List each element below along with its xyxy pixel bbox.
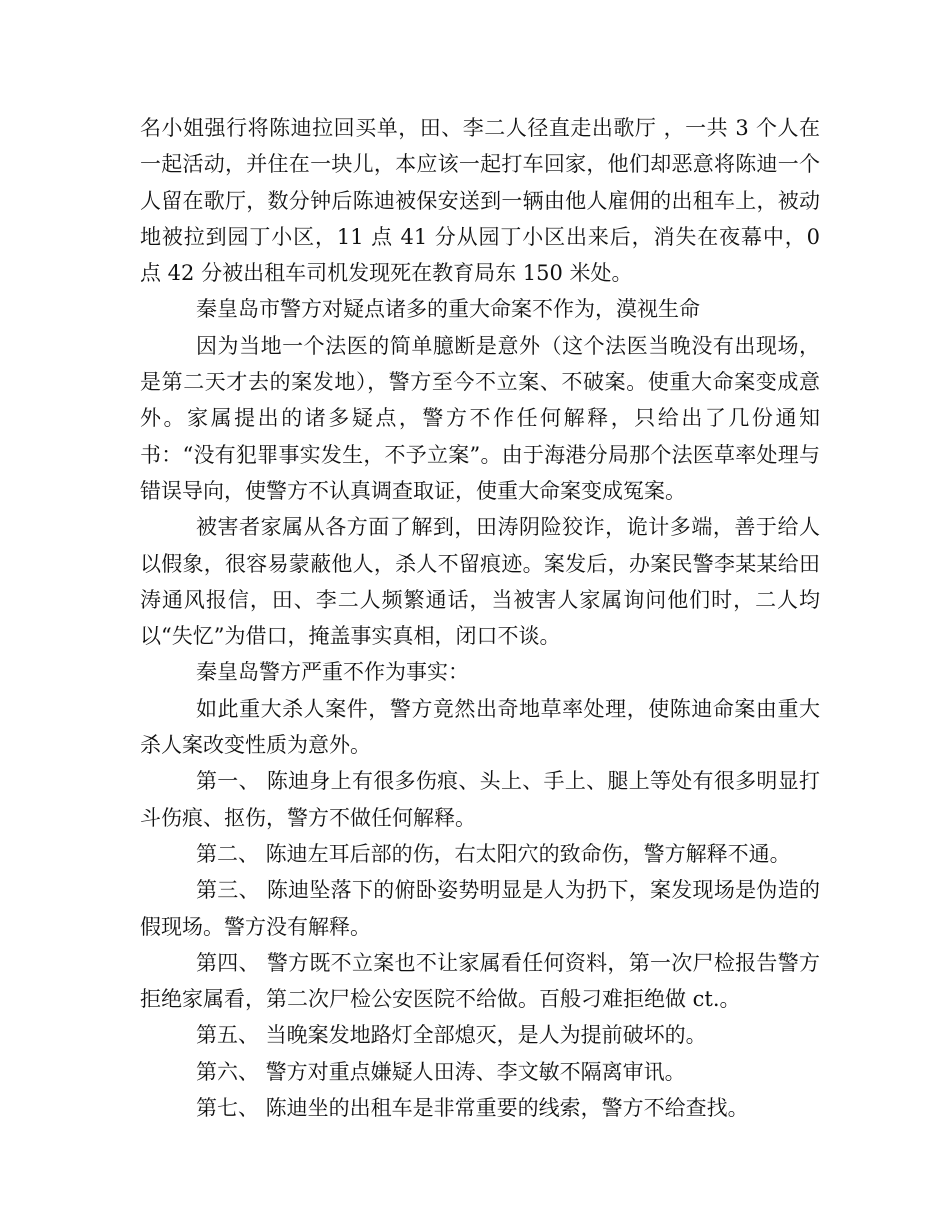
paragraph: 第六、 警方对重点嫌疑人田涛、李文敏不隔离审讯。: [196, 1059, 686, 1084]
paragraph: 秦皇岛市警方对疑点诸多的重大命案不作为，漠视生命: [196, 297, 700, 322]
paragraph: 如此重大杀人案件，警方竟然出奇地草率处理，使陈迪命案由重大杀人案改变性质为意外。: [140, 696, 820, 758]
paragraph: 第四、 警方既不立案也不让家属看任何资料，第一次尸检报告警方拒绝家属看，第二次尸检公安医院不给做。百般刁难拒绝做 ct.。: [140, 950, 820, 1012]
paragraph: 第三、 陈迪坠落下的俯卧姿势明显是人为扔下，案发现场是伪造的假现场。警方没有解释。: [140, 878, 820, 939]
paragraph: 第一、 陈迪身上有很多伤痕、头上、手上、腿上等处有很多明显打斗伤痕、抠伤，警方不做任何解释。: [140, 769, 820, 830]
paragraph: 第五、 当晚案发地路灯全部熄灭，是人为提前破坏的。: [196, 1023, 707, 1048]
paragraph: 第七、 陈迪坐的出租车是非常重要的线索，警方不给查找。: [196, 1096, 749, 1121]
paragraph: 秦皇岛警方严重不作为事实：: [196, 660, 469, 685]
paragraph: 名小姐强行将陈迪拉回买单，田、李二人径直走出歌厅 ，一共 3 个人在一起活动，并住在一块儿，本应该一起打车回家，他们却恶意将陈迪一个人留在歌厅，数分钟后陈迪被保安送到一辆由他人雇佣的出租车上，被动地被拉到园丁小区，11 点 41 分从园丁小区出来后，消失在夜幕中，0 点 42 分被出租车司机发现死在教育局东 150 米处。: [140, 116, 820, 286]
paragraph: 因为当地一个法医的简单臆断是意外（这个法医当晚没有出现场，是第二天才去的案发地），警方至今不立案、不破案。使重大命案变成意外。家属提出的诸多疑点，警方不作任何解释，只给出了几份通知书：“没有犯罪事实发生，不予立案”。由于海港分局那个法医草率处理与错误导向，使警方不认真调查取证，使重大命案变成冤案。: [140, 333, 820, 503]
paragraph: 第二、 陈迪左耳后部的伤，右太阳穴的致命伤，警方解释不通。: [196, 841, 791, 866]
paragraph: 被害者家属从各方面了解到，田涛阴险狡诈，诡计多端，善于给人以假象，很容易蒙蔽他人，杀人不留痕迹。案发后，办案民警李某某给田涛通风报信，田、李二人频繁通话，当被害人家属询问他们时，二人均以“失忆”为借口，掩盖事实真相，闭口不谈。: [140, 515, 820, 649]
document-body: [140, 110, 820, 1126]
